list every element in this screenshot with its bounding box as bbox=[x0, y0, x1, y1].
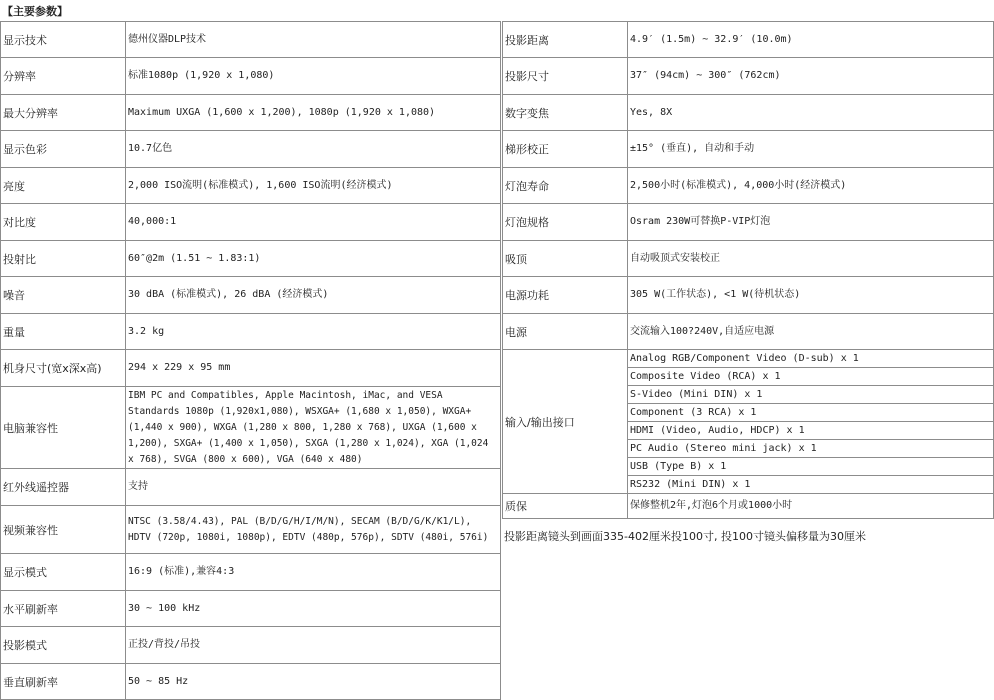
spec-label: 亮度 bbox=[1, 168, 126, 204]
table-row bbox=[1, 554, 501, 591]
spec-value: ±15° (垂直), 自动和手动 bbox=[628, 131, 994, 168]
spec-label: 投影模式 bbox=[1, 627, 126, 664]
table-row bbox=[1, 314, 501, 350]
spec-label: 数字变焦 bbox=[503, 95, 628, 131]
spec-value: 305 W(工作状态), <1 W(待机状态) bbox=[628, 277, 994, 314]
spec-value: NTSC (3.58/4.43), PAL (B/D/G/H/I/M/N), SECAM (B/D/G/K/K1/L), HDTV (720p, 1080i, 1080p), EDTV (480p, 576p), SDTV (480i, 576i) bbox=[126, 506, 501, 554]
spec-value: 50 ~ 85 Hz bbox=[126, 664, 501, 700]
io-item: Composite Video (RCA) x 1 bbox=[628, 368, 993, 386]
spec-value: 2,000 ISO流明(标准模式), 1,600 ISO流明(经济模式) bbox=[126, 168, 501, 204]
spec-value: Yes, 8X bbox=[628, 95, 994, 131]
io-item: RS232 (Mini DIN) x 1 bbox=[630, 479, 751, 490]
table-row-io bbox=[503, 350, 994, 494]
spec-label: 重量 bbox=[1, 314, 126, 350]
footnote: 投影距离镜头到画面335-402厘米投100寸, 投100寸镜头偏移量为30厘米 bbox=[504, 530, 866, 543]
spec-value: 37″ (94cm) ~ 300″ (762cm) bbox=[628, 58, 994, 95]
table-row bbox=[1, 506, 501, 554]
spec-value: 德州仪器DLP技术 bbox=[126, 22, 501, 58]
spec-label: 质保 bbox=[503, 494, 628, 519]
io-list bbox=[628, 350, 994, 494]
table-row bbox=[503, 494, 994, 519]
table-row bbox=[1, 131, 501, 168]
table-row bbox=[503, 314, 994, 350]
section-title: 【主要参数】 bbox=[2, 5, 68, 18]
table-row bbox=[1, 350, 501, 387]
table-row bbox=[503, 58, 994, 95]
table-row bbox=[503, 277, 994, 314]
spec-label: 电源功耗 bbox=[503, 277, 628, 314]
spec-label: 投影距离 bbox=[503, 22, 628, 58]
table-row bbox=[503, 95, 994, 131]
table-row bbox=[1, 627, 501, 664]
spec-label: 视频兼容性 bbox=[1, 506, 126, 554]
table-row bbox=[1, 204, 501, 241]
spec-value: 保修整机2年,灯泡6个月或1000小时 bbox=[628, 494, 994, 519]
io-item: Component (3 RCA) x 1 bbox=[628, 404, 993, 422]
spec-label: 吸顶 bbox=[503, 241, 628, 277]
spec-value: 2,500小时(标准模式), 4,000小时(经济模式) bbox=[628, 168, 994, 204]
table-row bbox=[1, 95, 501, 131]
spec-value: 支持 bbox=[126, 469, 501, 506]
spec-label: 显示模式 bbox=[1, 554, 126, 591]
table-row bbox=[503, 22, 994, 58]
io-item: Analog RGB/Component Video (D-sub) x 1 bbox=[628, 350, 993, 368]
spec-label: 水平刷新率 bbox=[1, 591, 126, 627]
spec-label: 垂直刷新率 bbox=[1, 664, 126, 700]
table-row bbox=[1, 469, 501, 506]
spec-value: 30 ~ 100 kHz bbox=[126, 591, 501, 627]
spec-label: 梯形校正 bbox=[503, 131, 628, 168]
spec-label: 灯泡寿命 bbox=[503, 168, 628, 204]
io-item: PC Audio (Stereo mini jack) x 1 bbox=[628, 440, 993, 458]
spec-label: 输入/输出接口 bbox=[503, 350, 628, 494]
spec-value: 40,000:1 bbox=[126, 204, 501, 241]
spec-value: 交流输入100?240V,自适应电源 bbox=[628, 314, 994, 350]
spec-value: Osram 230W可替换P-VIP灯泡 bbox=[628, 204, 994, 241]
spec-value: 16:9 (标准),兼容4:3 bbox=[126, 554, 501, 591]
spec-value: 4.9′ (1.5m) ~ 32.9′ (10.0m) bbox=[628, 22, 994, 58]
table-row bbox=[503, 204, 994, 241]
spec-value: 60″@2m (1.51 ~ 1.83:1) bbox=[126, 241, 501, 277]
table-row bbox=[1, 387, 501, 469]
spec-label: 投影尺寸 bbox=[503, 58, 628, 95]
spec-table-right bbox=[502, 21, 994, 519]
spec-label: 分辨率 bbox=[1, 58, 126, 95]
table-row bbox=[1, 591, 501, 627]
spec-label: 显示色彩 bbox=[1, 131, 126, 168]
spec-label: 红外线遥控器 bbox=[1, 469, 126, 506]
spec-value: IBM PC and Compatibles, Apple Macintosh, iMac, and VESA Standards 1080p (1,920x1,080), WSXGA+ (1,680 x 1,050), WXGA+ (1,440 x 900), WXGA (1,280 x 800, 1,280 x 768), UXGA (1,600 x 1,200), SXGA+ (1,400 x 1,050), SXGA (1,280 x 1,024), XGA (1,024 x 768), SVGA (800 x 600), VGA (640 x 480) bbox=[126, 387, 501, 469]
table-row bbox=[503, 241, 994, 277]
spec-value: 标准1080p (1,920 x 1,080) bbox=[126, 58, 501, 95]
spec-label: 噪音 bbox=[1, 277, 126, 314]
table-row bbox=[1, 277, 501, 314]
table-row bbox=[1, 58, 501, 95]
spec-value: 294 x 229 x 95 mm bbox=[126, 350, 501, 387]
spec-label: 显示技术 bbox=[1, 22, 126, 58]
spec-label: 灯泡规格 bbox=[503, 204, 628, 241]
table-row bbox=[1, 241, 501, 277]
spec-value: 10.7亿色 bbox=[126, 131, 501, 168]
spec-table-left bbox=[0, 21, 501, 700]
table-row bbox=[1, 22, 501, 58]
table-row bbox=[503, 131, 994, 168]
spec-label: 对比度 bbox=[1, 204, 126, 241]
io-item: HDMI (Video, Audio, HDCP) x 1 bbox=[628, 422, 993, 440]
spec-label: 电源 bbox=[503, 314, 628, 350]
spec-label: 机身尺寸(宽x深x高) bbox=[1, 350, 126, 387]
spec-value: 正投/背投/吊投 bbox=[126, 627, 501, 664]
spec-value: 自动吸顶式安装校正 bbox=[628, 241, 994, 277]
table-row bbox=[1, 168, 501, 204]
spec-label: 最大分辨率 bbox=[1, 95, 126, 131]
io-item: S-Video (Mini DIN) x 1 bbox=[628, 386, 993, 404]
spec-label: 投射比 bbox=[1, 241, 126, 277]
table-row bbox=[503, 168, 994, 204]
spec-value: Maximum UXGA (1,600 x 1,200), 1080p (1,920 x 1,080) bbox=[126, 95, 501, 131]
spec-value: 30 dBA (标准模式), 26 dBA (经济模式) bbox=[126, 277, 501, 314]
spec-label: 电脑兼容性 bbox=[1, 387, 126, 469]
spec-value: 3.2 kg bbox=[126, 314, 501, 350]
table-row bbox=[1, 664, 501, 700]
io-item: USB (Type B) x 1 bbox=[628, 458, 993, 476]
